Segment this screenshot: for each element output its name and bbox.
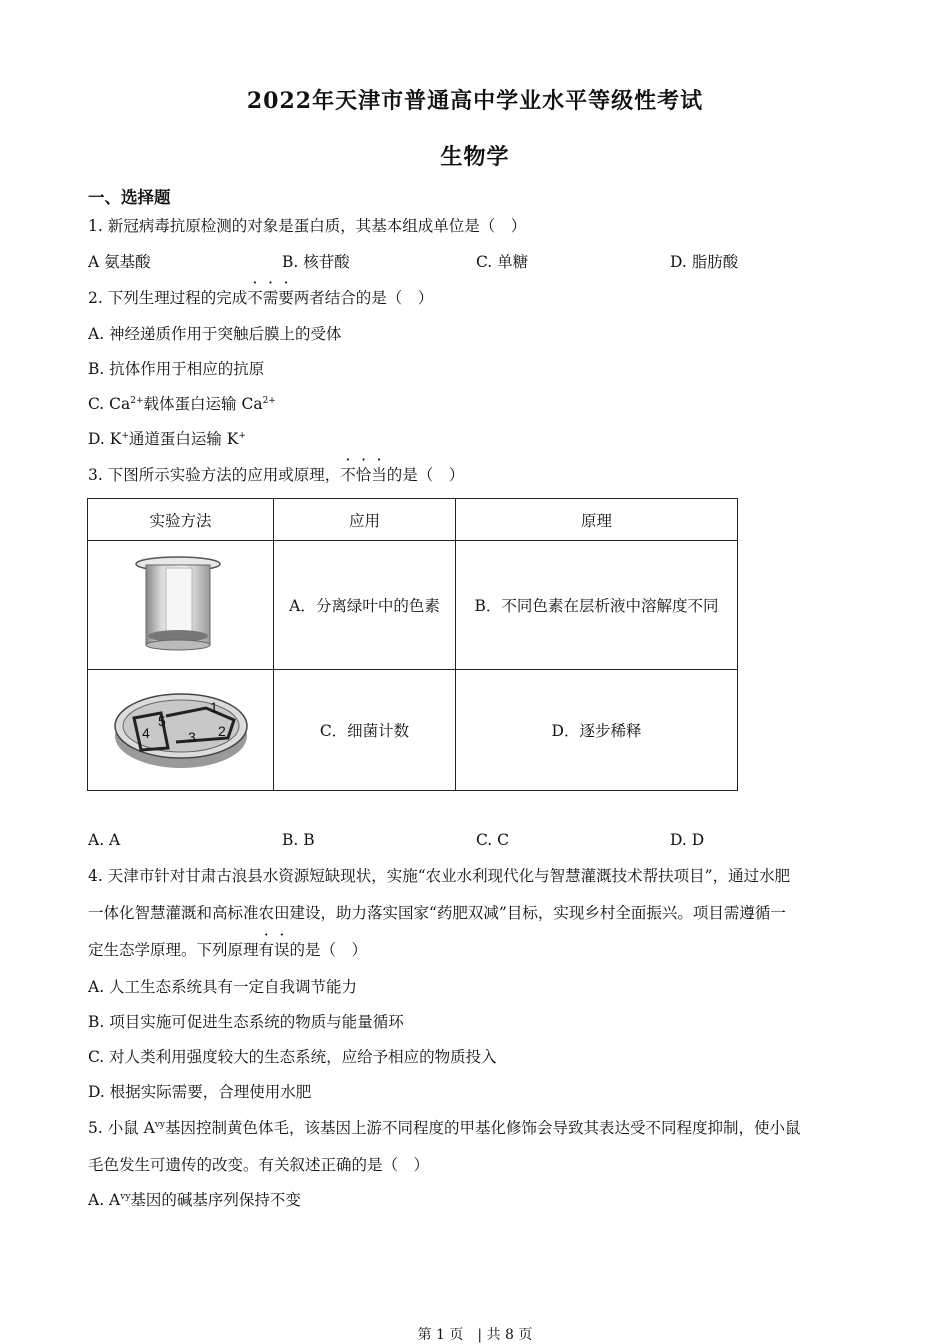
table-header-application: 应用 [274, 499, 456, 541]
emphasis-char: 要 [278, 289, 294, 307]
streak-plate-image [106, 678, 256, 778]
page-footer: 第 1 页 | 共 8 页 [417, 1327, 533, 1343]
q3-option-c: C. C [476, 831, 510, 849]
question-4-line2: 一体化智慧灌溉和高标准农田建设，助力落实国家“药肥双减”目标，实现乡村全面振兴。项目需遵循一 [88, 904, 786, 922]
question-1-stem: 1. 新冠病毒抗原检测的对象是蛋白质，其基本组成单位是（ ） [88, 217, 527, 235]
q1-option-a: A 氨基酸 [88, 253, 151, 271]
question-3-stem [88, 465, 464, 485]
emphasis-char: 不 [340, 466, 356, 484]
subject-title: 生物学 [440, 144, 510, 170]
table-cell-d: D．逐步稀释 [456, 670, 738, 791]
q4-option-c: C. 对人类利用强度较大的生态系统，应给予相应的物质投入 [88, 1048, 497, 1066]
question-5-line2: 毛色发生可遗传的改变。有关叙述正确的是（ ） [88, 1156, 430, 1174]
emphasis-char: 误 [274, 941, 290, 959]
q2-d-text: 通道蛋白运输 K [128, 430, 239, 448]
table-cell-a: A．分离绿叶中的色素 [274, 541, 456, 670]
q4-option-a: A. 人工生态系统具有一定自我调节能力 [88, 978, 358, 996]
superscript: vy [154, 1120, 166, 1130]
beaker-image-cell [88, 541, 274, 670]
q5-a-text: A. A [88, 1191, 121, 1209]
emphasis-char: 有 [258, 941, 275, 959]
table-header-principle: 原理 [456, 499, 738, 541]
q4-option-d: D. 根据实际需要，合理使用水肥 [88, 1083, 312, 1101]
q5-option-a [88, 1190, 301, 1210]
q2-option-c [88, 394, 276, 414]
q5-a-text: 基因的碱基序列保持不变 [130, 1191, 301, 1209]
q5-line1-text: 5. 小鼠 A [88, 1119, 155, 1137]
question-4-line3 [88, 940, 367, 960]
q3-stem-post: 的是（ ） [386, 466, 465, 484]
q3-option-a: A. A [88, 831, 121, 849]
q1-option-b: B. 核苷酸 [282, 253, 350, 271]
superscript: vy [120, 1192, 131, 1202]
q2-option-d [88, 429, 246, 449]
q3-option-b: B. B [282, 831, 315, 849]
table-header-method: 实验方法 [88, 499, 274, 541]
question-4-line1: 4. 天津市针对甘肃古浪县水资源短缺现状，实施“农业水利现代化与智慧灌溉技术帮扶项目”，通过水肥 [88, 867, 791, 885]
emphasis-char: 不 [247, 289, 263, 307]
dish-label-1: 1 [209, 699, 218, 715]
emphasis-char: 需 [262, 289, 279, 307]
superscript: + [238, 431, 246, 441]
q2-c-text: 载体蛋白运输 Ca [143, 395, 263, 413]
superscript: 2+ [130, 396, 144, 406]
dish-label-4: 4 [141, 725, 150, 741]
q2-d-text: D. K [88, 430, 122, 448]
q1-option-c: C. 单糖 [476, 253, 529, 271]
dish-label-5: 5 [157, 713, 166, 729]
q1-option-d: D. 脂肪酸 [670, 253, 739, 271]
superscript: 2+ [262, 396, 276, 406]
q5-line1-text: 基因控制黄色体毛，该基因上游不同程度的甲基化修饰会导致其表达受不同程度抑制，使小鼠 [165, 1119, 801, 1137]
q2-stem-post: 两者结合的是（ ） [293, 289, 434, 307]
emphasis-char: 恰 [355, 466, 372, 484]
question-2-stem [88, 288, 433, 308]
q2-c-text: C. Ca [88, 395, 131, 413]
emphasis-char: 当 [371, 466, 387, 484]
chromatography-beaker-image [126, 548, 236, 658]
q3-option-d: D. D [670, 831, 705, 849]
dish-label-3: 3 [187, 729, 196, 745]
q4-line3-post: 的是（ ） [289, 941, 368, 959]
petri-dish-image-cell [88, 670, 274, 791]
experiment-table [87, 498, 738, 791]
q2-option-b: B. 抗体作用于相应的抗原 [88, 360, 265, 378]
q2-stem-pre: 2. 下列生理过程的完成 [88, 289, 248, 307]
table-cell-b: B．不同色素在层析液中溶解度不同 [456, 541, 738, 670]
superscript: + [121, 431, 129, 441]
table-cell-c: C．细菌计数 [274, 670, 456, 791]
question-5-line1 [88, 1118, 801, 1138]
exam-title: 2022年天津市普通高中学业水平等级性考试 [246, 88, 704, 114]
dish-label-2: 2 [217, 723, 226, 739]
q4-line3-pre: 定生态学原理。下列原理 [88, 941, 259, 959]
q4-option-b: B. 项目实施可促进生态系统的物质与能量循环 [88, 1013, 404, 1031]
q2-option-a: A. 神经递质作用于突触后膜上的受体 [88, 325, 342, 343]
section-heading: 一、选择题 [88, 188, 171, 207]
q3-stem-pre: 3. 下图所示实验方法的应用或原理， [88, 466, 341, 484]
